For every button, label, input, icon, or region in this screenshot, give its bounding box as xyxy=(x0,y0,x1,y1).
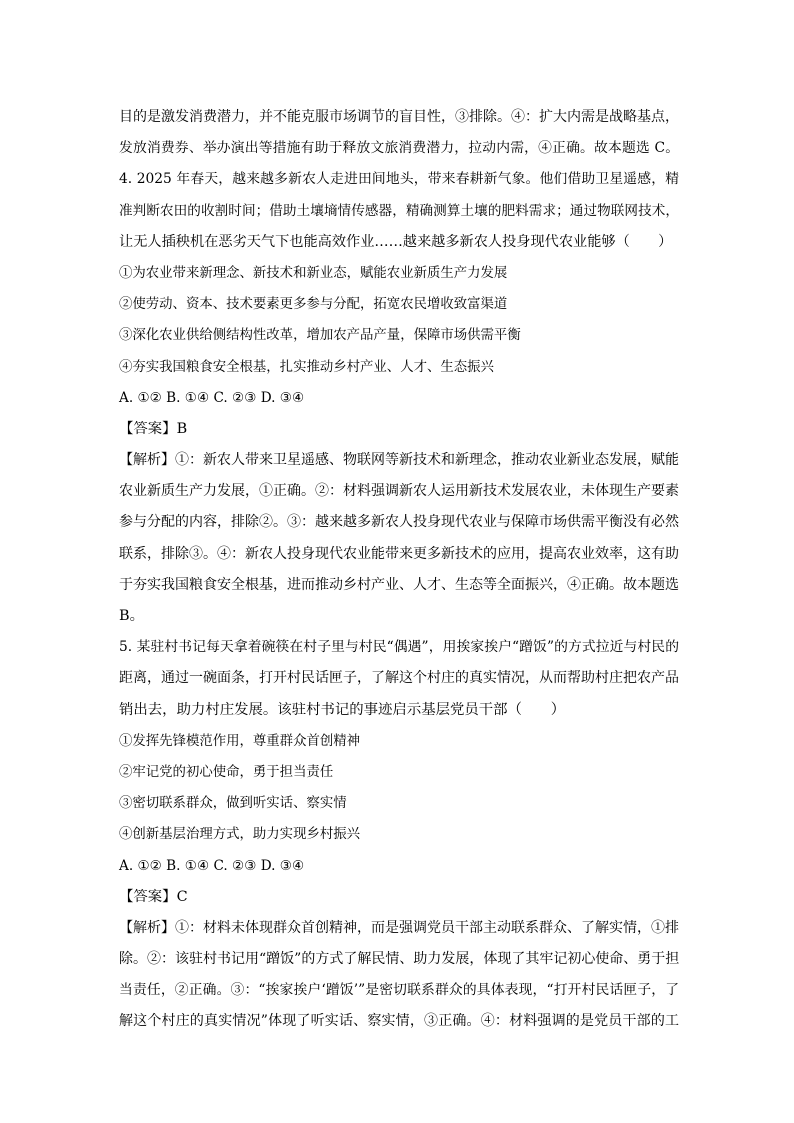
question-5-option: ①发挥先锋模范作用，尊重群众首创精神 xyxy=(119,733,361,749)
question-5-option: ③密切联系群众，做到听实话、察实情 xyxy=(119,796,347,812)
question-5-analysis: 【解析】①：材料未体现群众首创精神，而是强调党员干部主动联系群众、了解实情，①排 xyxy=(119,919,679,936)
document-content xyxy=(119,102,679,1038)
text-line: 发放消费券、举办演出等措施有助于释放文旅消费潜力，拉动内需，④正确。故本题选 C。 xyxy=(119,140,679,157)
text-line: 目的是激发消费潜力，并不能克服市场调节的盲目性，③排除。④：扩大内需是战略基点， xyxy=(119,109,679,125)
question-4-analysis: 联系，排除③。④：新农人投身现代农业能带来更多新技术的应用，提高农业效率，这有助 xyxy=(119,545,679,562)
question-5-stem: 5. 某驻村书记每天拿着碗筷在村子里与村民“偶遇”，用挨家挨户“蹭饭”的方式拉近与村民的 xyxy=(119,639,679,656)
question-5-option: ④创新基层治理方式，助力实现乡村振兴 xyxy=(119,827,361,843)
question-4-analysis: 参与分配的内容，排除②。③：越来越多新农人投身现代农业与保障市场供需平衡没有必然 xyxy=(119,514,679,531)
question-4-answer: 【答案】B xyxy=(119,420,188,437)
question-4-analysis: 农业新质生产力发展，①正确。②：材料强调新农人运用新技术发展农业，未体现生产要素 xyxy=(119,483,679,500)
question-4-option: ③深化农业供给侧结构性改革，增加农产品产量，保障市场供需平衡 xyxy=(119,328,521,344)
question-4-option: ④夯实我国粮食安全根基，扎实推动乡村产业、人才、生态振兴 xyxy=(119,359,494,375)
question-5-stem: 销出去，助力村庄发展。该驻村书记的事迹启示基层党员干部（ ） xyxy=(119,701,566,718)
question-4-analysis: 【解析】①：新农人带来卫星遥感、物联网等新技术和新理念，推动农业新业态发展，赋能 xyxy=(119,452,679,469)
question-4-option: ②使劳动、资本、技术要素更多参与分配，拓宽农民增收致富渠道 xyxy=(119,297,508,313)
question-4-stem: 4. 2025 年春天，越来越多新农人走进田间地头，带来春耕新气象。他们借助卫星遥感，精 xyxy=(119,171,679,188)
question-5-analysis: 当责任，②正确。③：“挨家挨户‘蹭饭’”是密切联系群众的具体表现，“打开村民话匣子，了 xyxy=(119,982,679,999)
question-4-choices: A. ①② B. ①④ C. ②③ D. ③④ xyxy=(119,389,305,406)
question-5-answer: 【答案】C xyxy=(119,888,188,905)
question-5-option: ②牢记党的初心使命，勇于担当责任 xyxy=(119,764,334,780)
question-5-choices: A. ①② B. ①④ C. ②③ D. ③④ xyxy=(119,857,305,874)
question-5-analysis: 除。②：该驻村书记用“蹭饭”的方式了解民情、助力发展，体现了其牢记初心使命、勇于担 xyxy=(119,951,680,968)
question-4-stem: 准判断农田的收割时间；借助土壤墒情传感器，精确测算土壤的肥料需求；通过物联网技术， xyxy=(119,202,679,219)
question-4-option: ①为农业带来新理念、新技术和新业态，赋能农业新质生产力发展 xyxy=(119,265,508,281)
question-4-stem: 让无人插秧机在恶劣天气下也能高效作业……越来越多新农人投身现代农业能够（ ） xyxy=(119,233,673,250)
question-5-analysis: 解这个村庄的真实情况”体现了听实话、察实情，③正确。④：材料强调的是党员干部的工 xyxy=(119,1013,679,1030)
question-4-analysis: B。 xyxy=(119,608,144,624)
question-5-stem: 距离，通过一碗面条，打开村民话匣子，了解这个村庄的真实情况，从而帮助村庄把农产品 xyxy=(119,670,679,687)
question-4-analysis: 于夯实我国粮食安全根基，进而推动乡村产业、人才、生态等全面振兴，④正确。故本题选 xyxy=(119,576,679,593)
